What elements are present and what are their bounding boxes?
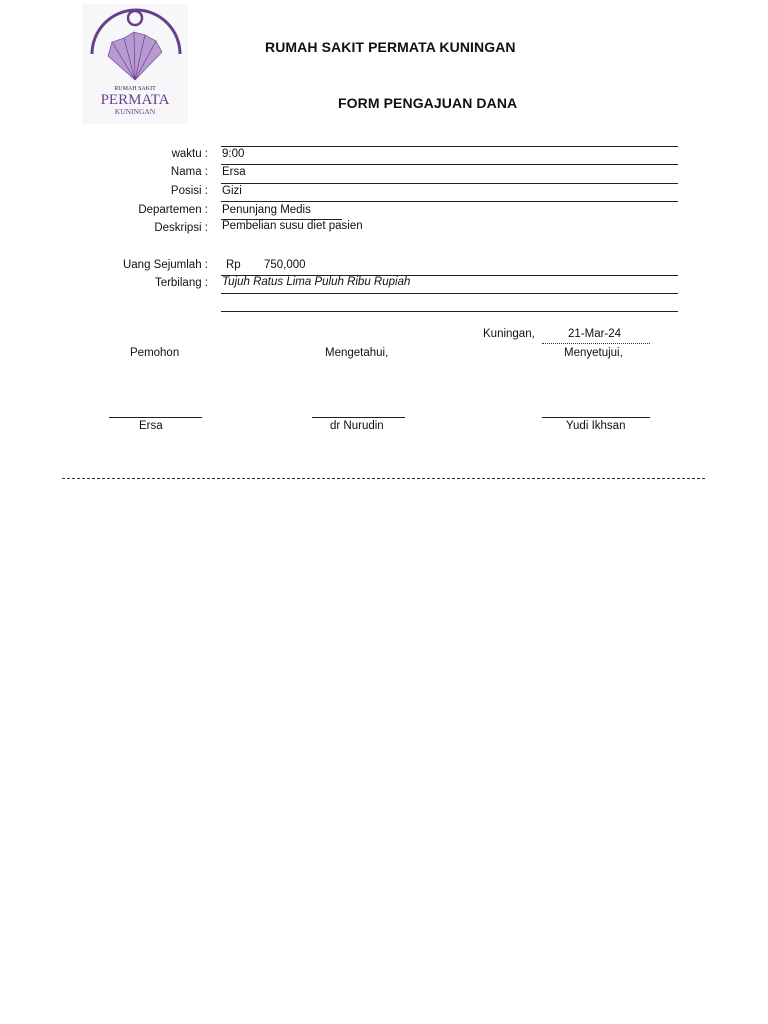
date-value: 21-Mar-24 (568, 328, 622, 340)
logo-text-top: RUMAH SAKIT (114, 86, 156, 92)
field-line (221, 164, 678, 165)
signature-line-pemohon (109, 417, 202, 418)
departemen-label: Departemen : (138, 204, 208, 216)
waktu-label: waktu : (171, 148, 208, 160)
hospital-name: RUMAH SAKIT PERMATA KUNINGAN (265, 39, 516, 55)
deskripsi-value: Pembelian susu diet pasien (222, 220, 363, 232)
signature-line-mengetahui (312, 417, 405, 418)
nama-value: Ersa (222, 166, 246, 178)
deskripsi-label: Deskripsi : (154, 222, 208, 234)
logo-text-bottom: KUNINGAN (114, 107, 156, 116)
posisi-label: Posisi : (170, 185, 208, 197)
date-line (542, 343, 650, 344)
posisi-value: Gizi (222, 185, 242, 197)
field-line (221, 201, 678, 202)
field-line (221, 293, 678, 294)
mengetahui-name: dr Nurudin (330, 420, 384, 432)
mengetahui-label: Mengetahui, (325, 347, 389, 359)
departemen-value: Penunjang Medis (222, 204, 311, 216)
terbilang-value: Tujuh Ratus Lima Puluh Ribu Rupiah (222, 276, 411, 288)
field-line (221, 311, 678, 312)
field-line (221, 183, 678, 184)
pemohon-label: Pemohon (130, 347, 180, 359)
form-title: FORM PENGAJUAN DANA (338, 95, 518, 111)
logo-text-main: PERMATA (100, 92, 170, 108)
uang-amount: 750,000 (264, 259, 306, 271)
menyetujui-label: Menyetujui, (564, 347, 623, 359)
waktu-value: 9:00 (222, 148, 245, 160)
terbilang-label: Terbilang : (154, 277, 208, 289)
cut-separator (62, 478, 705, 479)
field-line (221, 146, 678, 147)
uang-label: Uang Sejumlah : (122, 259, 208, 271)
nama-label: Nama : (170, 166, 208, 178)
hospital-logo (82, 4, 188, 124)
menyetujui-name: Yudi Ikhsan (566, 420, 626, 432)
pemohon-name: Ersa (139, 420, 163, 432)
place-label: Kuningan, (483, 328, 535, 340)
signature-line-menyetujui (542, 417, 650, 418)
uang-currency: Rp (226, 259, 241, 271)
